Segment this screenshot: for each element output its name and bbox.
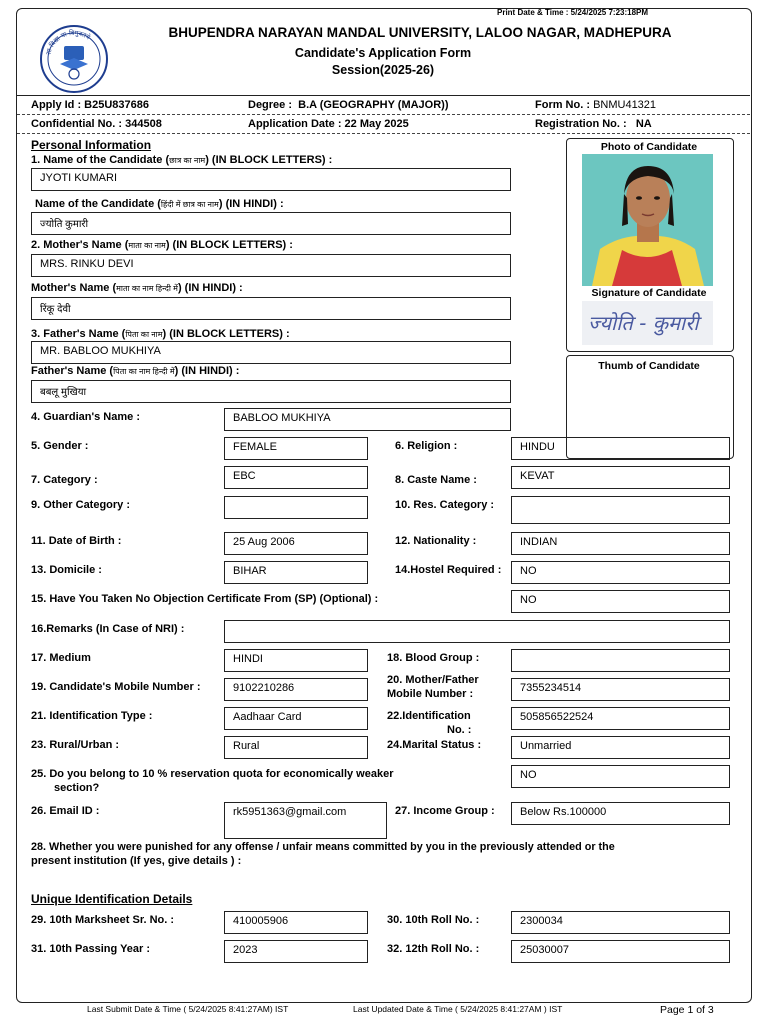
guardian-field[interactable]: BABLOO MUKHIYA <box>224 408 511 431</box>
confidential-no: Confidential No. : 344508 <box>31 118 162 130</box>
religion-field[interactable]: HINDU <box>511 437 730 460</box>
logo-motto: सा विद्या या विमुक्तये <box>44 28 92 56</box>
noc-field[interactable]: NO <box>511 590 730 613</box>
email-label: 26. Email ID : <box>31 805 100 817</box>
id-no-label: 22.Identification <box>387 710 471 722</box>
email-field[interactable]: rk5951363@gmail.com <box>224 802 387 839</box>
rural-urban-field[interactable]: Rural <box>224 736 368 759</box>
gender-field[interactable]: FEMALE <box>224 437 368 460</box>
photo-label: Photo of Candidate <box>600 141 698 153</box>
id-no-label-2: No. : <box>447 724 472 736</box>
medium-label: 17. Medium <box>31 652 91 664</box>
marital-status-field[interactable]: Unmarried <box>511 736 730 759</box>
degree-label: Degree : B.A (GEOGRAPHY (MAJOR)) <box>248 99 449 111</box>
offense-label-2: present institution (If yes, give details ) : <box>31 855 242 867</box>
category-field[interactable]: EBC <box>224 466 368 489</box>
id-type-field[interactable]: Aadhaar Card <box>224 707 368 730</box>
income-group-field[interactable]: Below Rs.100000 <box>511 802 730 825</box>
ews-label: 25. Do you belong to 10 % reservation quota for economically weaker <box>31 768 394 780</box>
application-date: Application Date : 22 May 2025 <box>248 118 409 130</box>
last-updated: Last Updated Date & Time ( 5/24/2025 8:41:27AM ) IST <box>353 1004 563 1014</box>
marital-status-label: 24.Marital Status : <box>387 739 482 751</box>
father-name-hindi-field[interactable]: बबलू मुखिया <box>31 380 511 403</box>
income-group-label: 27. Income Group : <box>395 805 495 817</box>
passing-year-10-field[interactable]: 2023 <box>224 940 368 963</box>
mother-name-hindi-label: Mother's Name (माता का नाम हिन्दी में) (IN HINDI) : <box>31 282 243 294</box>
domicile-field[interactable]: BIHAR <box>224 561 368 584</box>
parent-mobile-field[interactable]: 7355234514 <box>511 678 730 701</box>
roll-10-label: 30. 10th Roll No. : <box>387 914 480 926</box>
signature-label: Signature of Candidate <box>591 287 707 299</box>
unique-id-heading: Unique Identification Details <box>31 892 193 906</box>
remarks-label: 16.Remarks (In Case of NRI) : <box>31 623 185 635</box>
last-submit: Last Submit Date & Time ( 5/24/2025 8:41:27AM) IST <box>87 1004 289 1014</box>
nationality-label: 12. Nationality : <box>395 535 477 547</box>
father-name-label: 3. Father's Name (पिता का नाम) (IN BLOCK LETTERS) : <box>31 328 290 340</box>
religion-label: 6. Religion : <box>395 440 458 452</box>
medium-field[interactable]: HINDI <box>224 649 368 672</box>
id-type-label: 21. Identification Type : <box>31 710 153 722</box>
divider <box>17 95 750 96</box>
roll-12-field[interactable]: 25030007 <box>511 940 730 963</box>
roll-12-label: 32. 12th Roll No. : <box>387 943 480 955</box>
form-no-value: BNMU41321 <box>593 99 657 111</box>
passing-year-10-label: 31. 10th Passing Year : <box>31 943 151 955</box>
degree-value: B.A (GEOGRAPHY (MAJOR)) <box>298 99 449 111</box>
candidate-photo <box>582 154 713 286</box>
parent-mobile-label-2: Mobile Number : <box>387 688 474 700</box>
print-date: Print Date & Time : 5/24/2025 7:23:18PM <box>497 8 649 17</box>
guardian-label: 4. Guardian's Name : <box>31 411 140 423</box>
mother-name-hindi-field[interactable]: रिंकू देवी <box>31 297 511 320</box>
divider <box>17 114 750 115</box>
session: Session(2025-26) <box>331 63 435 77</box>
candidate-name-field[interactable]: JYOTI KUMARI <box>31 168 511 191</box>
form-no-label: Form No. : BNMU41321 <box>535 99 657 111</box>
category-label: 7. Category : <box>31 474 98 486</box>
gender-label: 5. Gender : <box>31 440 89 452</box>
university-name: BHUPENDRA NARAYAN MANDAL UNIVERSITY, LALOO NAGAR, MADHEPURA <box>168 25 672 40</box>
rural-urban-label: 23. Rural/Urban : <box>31 739 120 751</box>
marksheet-10-label: 29. 10th Marksheet Sr. No. : <box>31 914 175 926</box>
page-number: Page 1 of 3 <box>660 1004 714 1016</box>
nationality-field[interactable]: INDIAN <box>511 532 730 555</box>
thumb-label: Thumb of Candidate <box>598 360 700 372</box>
candidate-signature: ज्योति - कुमारी <box>582 301 713 345</box>
blood-group-field[interactable] <box>511 649 730 672</box>
id-no-field[interactable]: 505856522524 <box>511 707 730 730</box>
candidate-name-hindi-field[interactable]: ज्योति कुमारी <box>31 212 511 235</box>
dob-field[interactable]: 25 Aug 2006 <box>224 532 368 555</box>
caste-field[interactable]: KEVAT <box>511 466 730 489</box>
university-logo <box>38 24 110 94</box>
remarks-field[interactable] <box>224 620 730 643</box>
marksheet-10-field[interactable]: 410005906 <box>224 911 368 934</box>
offense-label: 28. Whether you were punished for any offense / unfair means committed by you in the previously attended or the <box>31 841 615 853</box>
mother-name-field[interactable]: MRS. RINKU DEVI <box>31 254 511 277</box>
res-category-field[interactable] <box>511 496 730 524</box>
ews-field[interactable]: NO <box>511 765 730 788</box>
apply-id: Apply Id : B25U837686 <box>31 99 149 111</box>
caste-label: 8. Caste Name : <box>395 474 477 486</box>
divider <box>17 133 750 134</box>
parent-mobile-label: 20. Mother/Father <box>387 674 479 686</box>
other-category-field[interactable] <box>224 496 368 519</box>
noc-label: 15. Have You Taken No Objection Certificate From (SP) (Optional) : <box>31 593 379 605</box>
roll-10-field[interactable]: 2300034 <box>511 911 730 934</box>
mobile-label: 19. Candidate's Mobile Number : <box>31 681 201 693</box>
ews-label-2: section? <box>54 782 100 794</box>
father-name-hindi-label: Father's Name (पिता का नाम हिन्दी में) (IN HINDI) : <box>31 365 240 377</box>
hostel-field[interactable]: NO <box>511 561 730 584</box>
domicile-label: 13. Domicile : <box>31 564 102 576</box>
blood-group-label: 18. Blood Group : <box>387 652 480 664</box>
mother-name-label: 2. Mother's Name (माता का नाम) (IN BLOCK LETTERS) : <box>31 239 293 251</box>
candidate-name-hindi-label: Name of the Candidate (हिंदी में छात्र का नाम) (IN HINDI) : <box>35 198 284 210</box>
hostel-label: 14.Hostel Required : <box>395 564 502 576</box>
candidate-name-label: 1. Name of the Candidate (छात्र का नाम) (IN BLOCK LETTERS) : <box>31 154 333 166</box>
father-name-field[interactable]: MR. BABLOO MUKHIYA <box>31 341 511 364</box>
form-title: Candidate's Application Form <box>294 46 472 60</box>
dob-label: 11. Date of Birth : <box>31 535 122 547</box>
personal-info-heading: Personal Information <box>31 138 152 152</box>
mobile-field[interactable]: 9102210286 <box>224 678 368 701</box>
other-category-label: 9. Other Category : <box>31 499 131 511</box>
registration-no: Registration No. : NA <box>535 118 652 130</box>
res-category-label: 10. Res. Category : <box>395 499 495 511</box>
